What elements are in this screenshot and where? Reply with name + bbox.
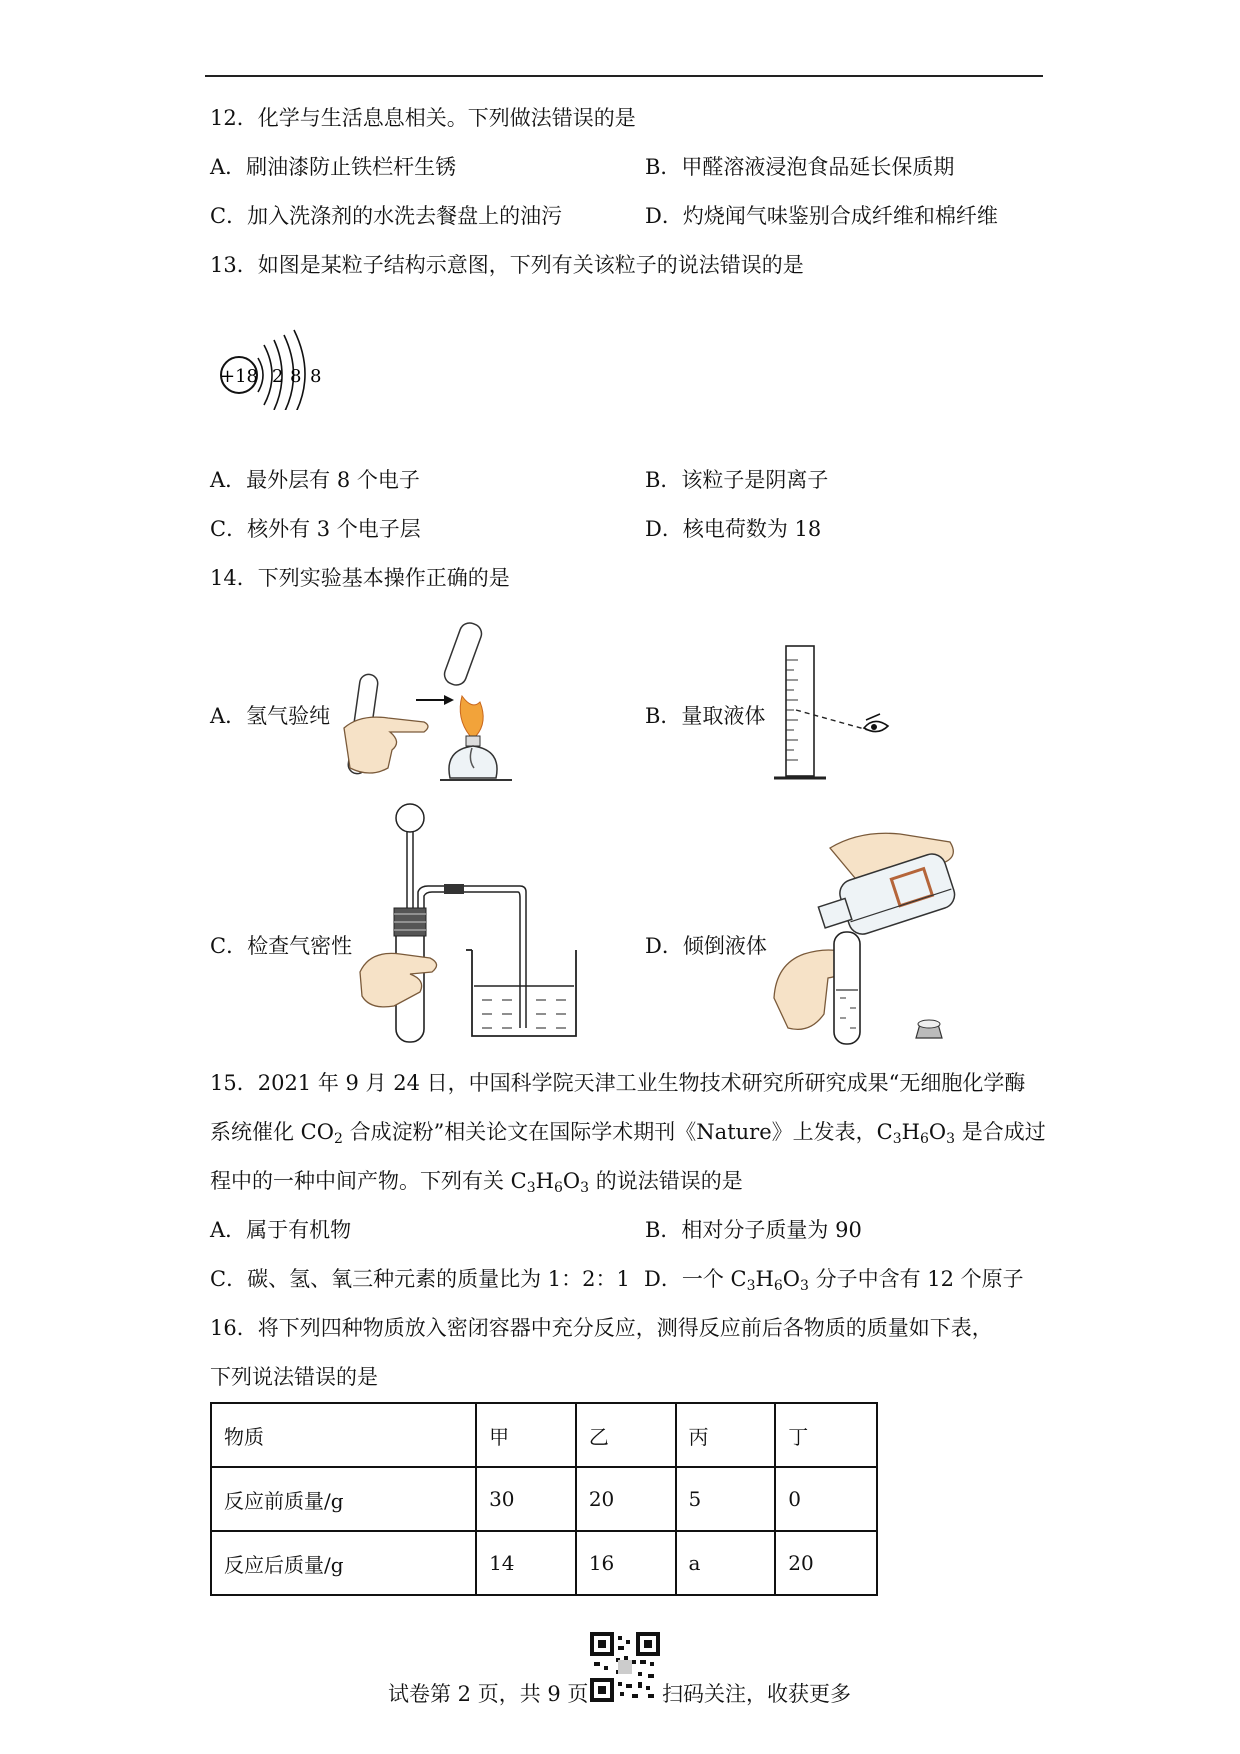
q15-option-b: B．相对分子质量为 90: [645, 1218, 862, 1242]
q16-line-2: 下列说法错误的是: [210, 1365, 378, 1389]
table-header-cell: 丁: [775, 1403, 877, 1467]
table-header-cell: 丙: [676, 1403, 776, 1467]
particle-structure-diagram: [210, 300, 330, 410]
q14-option-c: C．检查气密性: [210, 934, 353, 958]
table-cell: 20: [775, 1531, 877, 1595]
mass-data-table: [210, 1402, 878, 1596]
q16-line-1: 16．将下列四种物质放入密闭容器中充分反应，测得反应前后各物质的质量如下表，: [210, 1316, 993, 1340]
q15-line-3: 程中的一种中间产物。下列有关 $C_3H_6O_3$ 的说法错误的是: [210, 1169, 743, 1196]
q12-option-c: C．加入洗涤剂的水洗去餐盘上的油污: [210, 204, 563, 228]
table-cell: 反应前质量/g: [211, 1467, 476, 1531]
q14-stem: 14．下列实验基本操作正确的是: [210, 566, 510, 590]
scan-promo-text: 扫码关注，收获更多: [662, 1682, 851, 1706]
q13-option-b: B．该粒子是阴离子: [645, 468, 829, 492]
table-row: [211, 1531, 877, 1595]
q15-option-d: D．一个 $C_3H_6O_3$ 分子中含有 12 个原子: [644, 1267, 1024, 1294]
q15-option-a: A．属于有机物: [210, 1218, 352, 1242]
q13-option-c: C．核外有 3 个电子层: [210, 517, 421, 541]
table-row: [211, 1467, 877, 1531]
table-cell: 5: [676, 1467, 776, 1531]
table-header-cell: 甲: [476, 1403, 576, 1467]
shell-3-count: 8: [310, 366, 322, 387]
q12-stem: 12．化学与生活息息相关。下列做法错误的是: [210, 106, 636, 130]
table-header-cell: 乙: [576, 1403, 676, 1467]
q13-option-a: A．最外层有 8 个电子: [210, 468, 420, 492]
q13-stem: 13．如图是某粒子结构示意图，下列有关该粒子的说法错误的是: [210, 253, 804, 277]
qr-code-icon[interactable]: [590, 1632, 660, 1702]
q12-option-d: D．灼烧闻气味鉴别合成纤维和棉纤维: [645, 204, 998, 228]
q12-option-a: A．刷油漆防止铁栏杆生锈: [210, 155, 457, 179]
q12-option-b: B．甲醛溶液浸泡食品延长保质期: [645, 155, 955, 179]
shell-1-count: 2: [272, 366, 284, 387]
airtightness-check-figure: [340, 800, 590, 1050]
table-header-row: [211, 1403, 877, 1467]
shell-2-count: 8: [290, 366, 302, 387]
q15-line-1: 15．2021 年 9 月 24 日，中国科学院天津工业生物技术研究所研究成果“无细胞化学酶: [210, 1071, 1026, 1095]
table-cell: 30: [476, 1467, 576, 1531]
table-header-cell: 物质: [211, 1403, 476, 1467]
page-number: 试卷第 2 页，共 9 页: [388, 1682, 589, 1706]
table-cell: 16: [576, 1531, 676, 1595]
q15-option-c: C．碳、氢、氧三种元素的质量比为 1：2：1: [210, 1267, 630, 1291]
pour-liquid-figure: [770, 828, 970, 1053]
q13-option-d: D．核电荷数为 18: [645, 517, 822, 541]
table-cell: a: [676, 1531, 776, 1595]
table-cell: 0: [775, 1467, 877, 1531]
q14-option-d: D．倾倒液体: [645, 934, 767, 958]
measure-liquid-figure: [768, 640, 908, 790]
header-rule: [205, 75, 1043, 77]
nucleus-charge: +18: [220, 366, 258, 387]
table-cell: 20: [576, 1467, 676, 1531]
q14-option-b: B．量取液体: [645, 704, 766, 728]
hydrogen-purity-test-figure: [340, 618, 530, 793]
q14-option-a: A．氢气验纯: [210, 704, 331, 728]
q15-line-2: 系统催化 $CO_2$ 合成淀粉”相关论文在国际学术期刊《Nature》上发表，$C_3H_6O_3$ 是合成过: [210, 1120, 1046, 1147]
table-cell: 反应后质量/g: [211, 1531, 476, 1595]
table-cell: 14: [476, 1531, 576, 1595]
